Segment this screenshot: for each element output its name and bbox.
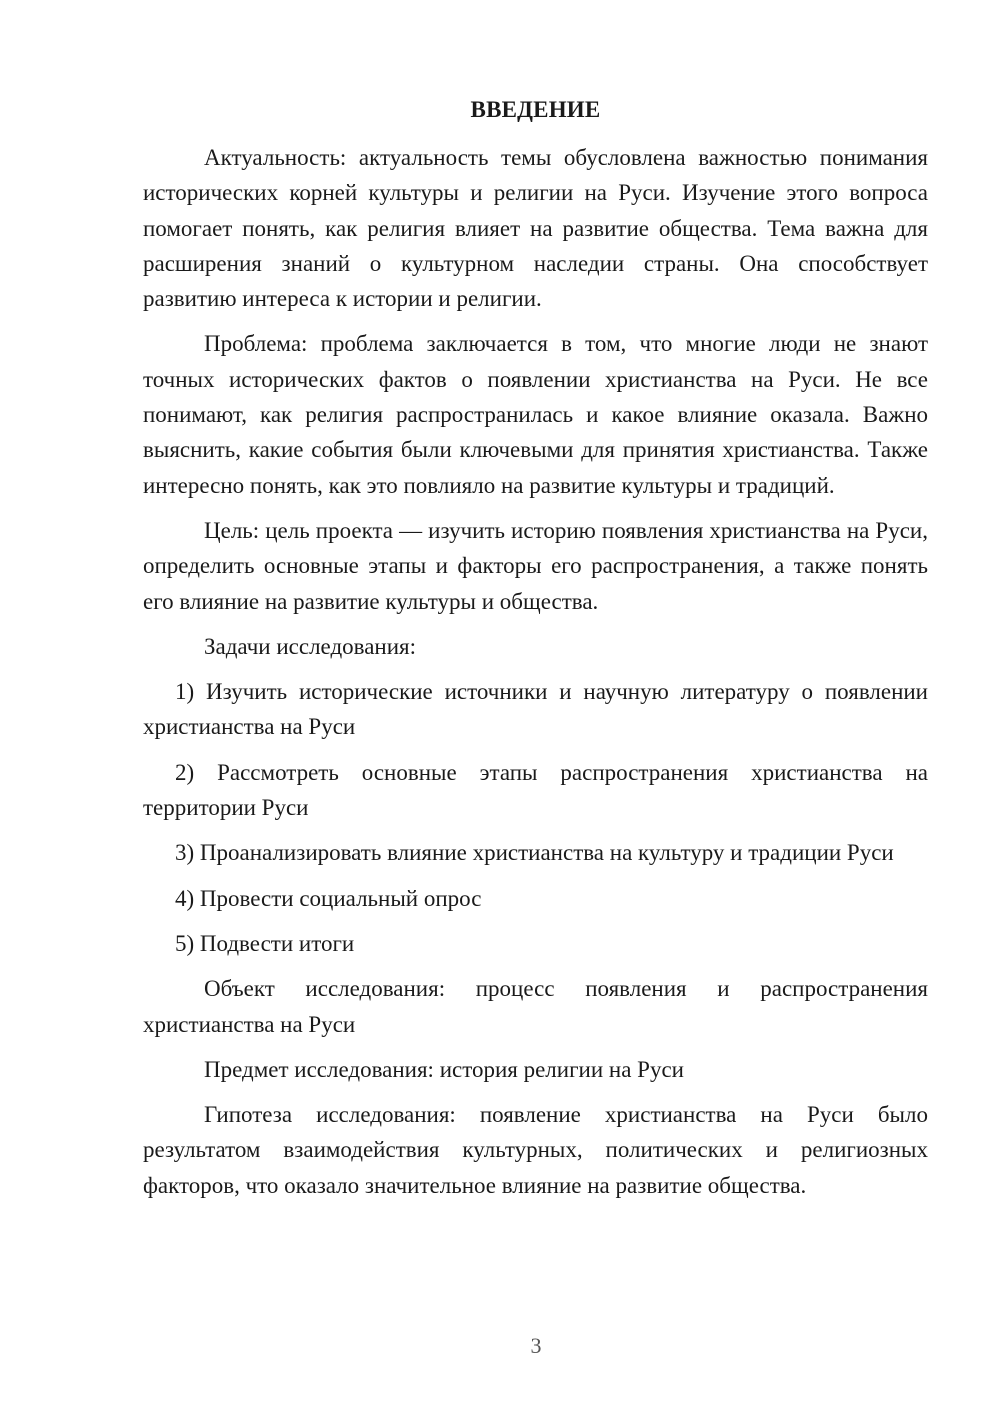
- page-number: 3: [530, 1333, 542, 1358]
- page-title: ВВЕДЕНИЕ: [470, 97, 601, 122]
- task-item-3: 3) Проанализировать влияние христианства на культуру и традиции Руси: [175, 840, 894, 866]
- tasks-heading: Задачи исследования:: [204, 633, 417, 659]
- task-item-4: 4) Провести социальный опрос: [175, 885, 482, 911]
- task-item-2: 2) Рассмотреть основные этапы распространения христианства на территории Руси: [143, 759, 928, 821]
- hypothesis-paragraph: Гипотеза исследования: появление христианства на Руси было результатом взаимодействия культурных, политических и религиозных факторов, что оказало значительное влияние на развитие общества.: [143, 1102, 928, 1198]
- research-object-paragraph: Объект исследования: процесс появления и распространения христианства на Руси: [143, 976, 928, 1037]
- research-subject-paragraph: Предмет исследования: история религии на Руси: [204, 1056, 684, 1082]
- task-item-1: 1) Изучить исторические источники и научную литературу о появлении христианства на Руси: [143, 679, 928, 740]
- goal-paragraph: Цель: цель проекта — изучить историю появления христианства на Руси, определить основные этапы и факторы его распространения, а также понять его влияние на развитие культуры и общества.: [143, 517, 928, 614]
- problem-paragraph: Проблема: проблема заключается в том, что многие люди не знают точных исторических фактов о появлении христианства на Руси. Не все понимают, как религия распространилась и какое влияние оказала. Важно выяснить, какие события были ключевыми для принятия христианства. Также интересно понять, как это повлияло на развитие культуры и традиций.: [143, 331, 928, 498]
- task-item-5: 5) Подвести итоги: [175, 930, 355, 956]
- relevance-paragraph: Актуальность: актуальность темы обусловлена важностью понимания исторических корней культуры и религии на Руси. Изучение этого вопроса помогает понять, как религия влияет на развитие общества. Тема важна для расширения знаний о культурном наследии страны. Она способствует развитию интереса к истории и религии.: [143, 145, 928, 312]
- document-page: [143, 92, 928, 1203]
